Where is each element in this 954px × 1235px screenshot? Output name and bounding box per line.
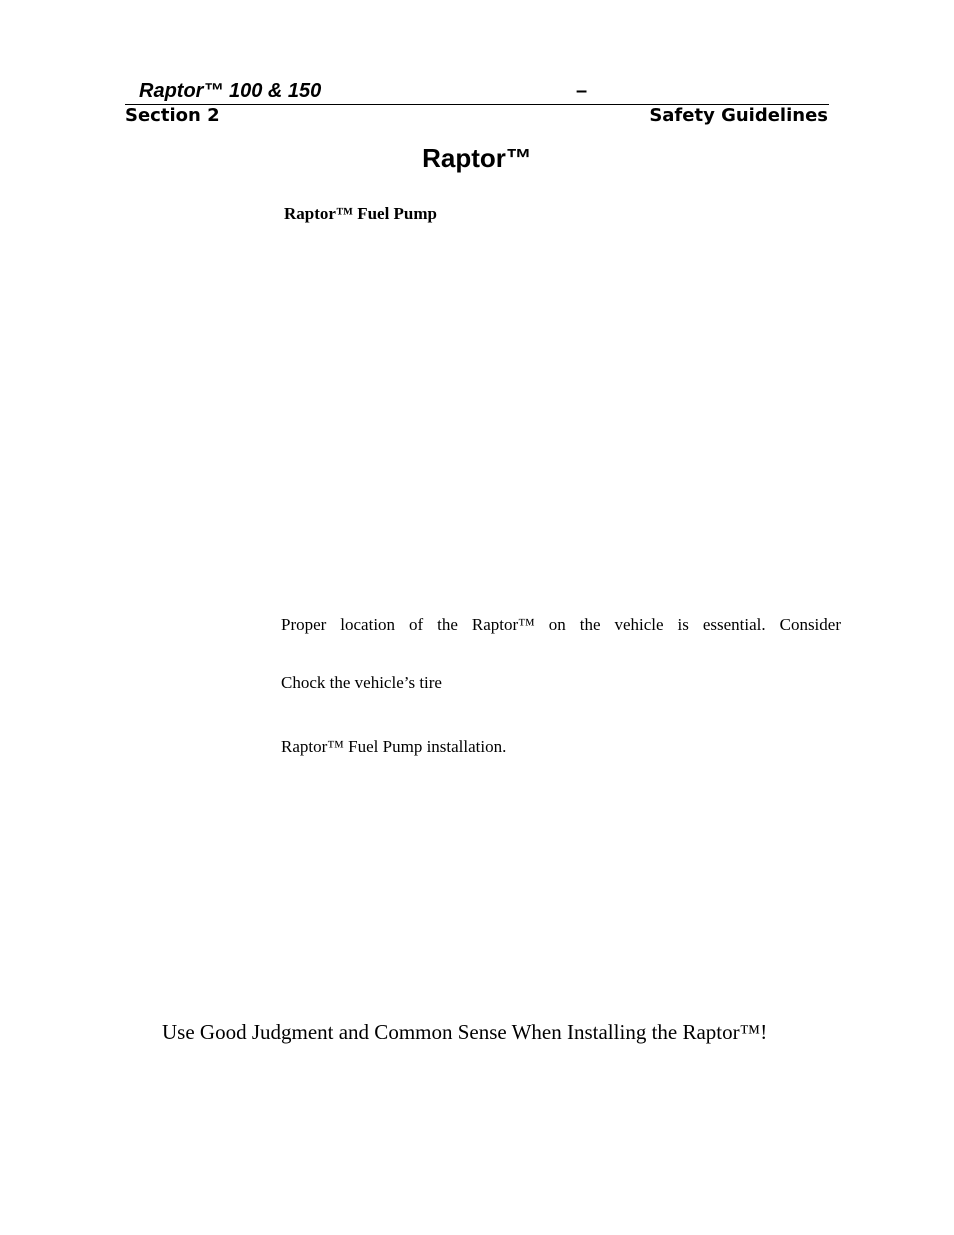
paragraph-location: Proper location of the Raptor™ on the vehicle is essential. Consider (281, 615, 841, 634)
section-label: Section 2 (125, 105, 220, 126)
paragraph-chock-tire: Chock the vehicle’s tire (281, 673, 442, 692)
safety-callout: Use Good Judgment and Common Sense When Installing the Raptor™! (162, 1020, 768, 1044)
paragraph-installation: Raptor™ Fuel Pump installation. (281, 737, 507, 756)
page-heading: Raptor™ (422, 143, 532, 173)
subheading: Raptor™ Fuel Pump (284, 204, 437, 223)
header-separator: – (576, 80, 588, 102)
section-title: Safety Guidelines (649, 105, 828, 126)
header-product-title: Raptor™ 100 & 150 (139, 80, 322, 102)
